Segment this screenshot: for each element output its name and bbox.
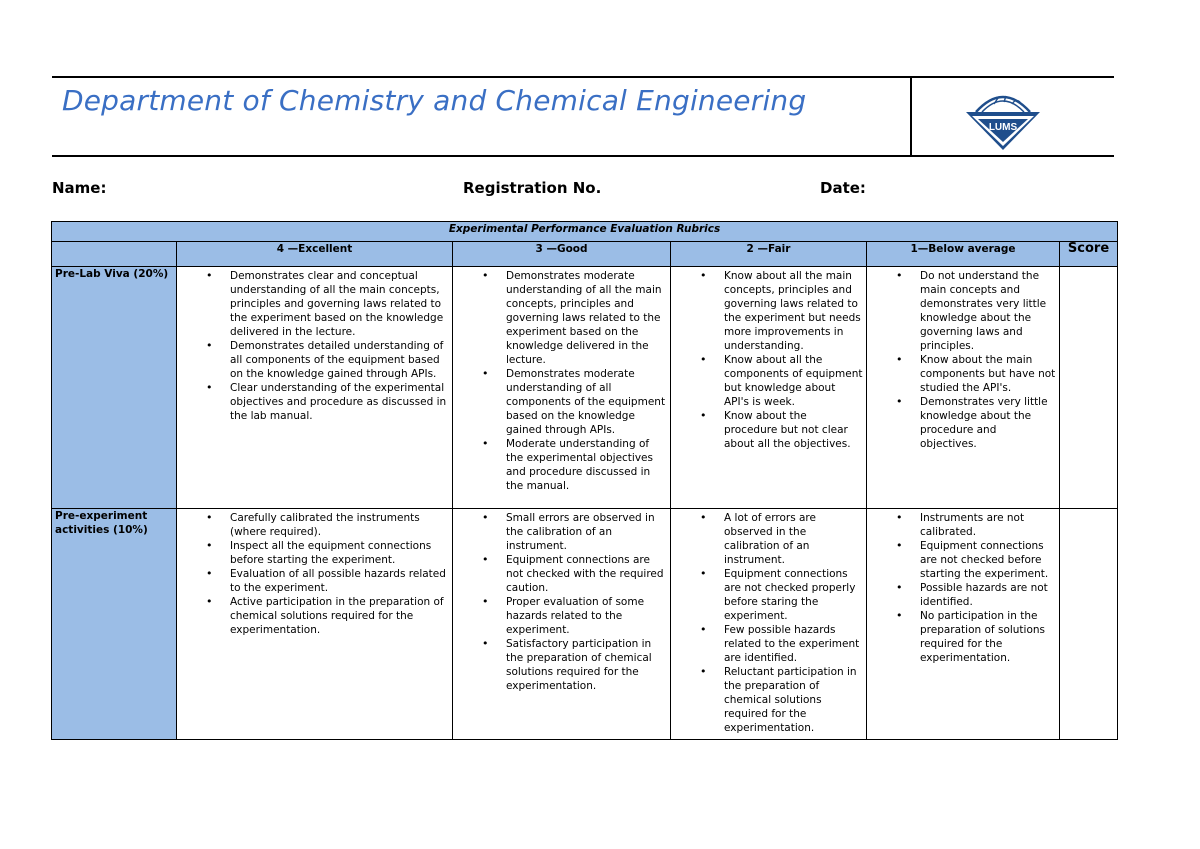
table-row bbox=[52, 267, 1118, 509]
table-row bbox=[52, 509, 1118, 740]
list-item: • A lot of errors are observed in the calibration of an instrument. bbox=[674, 511, 863, 567]
score-cell[interactable] bbox=[1060, 267, 1118, 509]
list-item: • Know about all the components of equipment but knowledge about API's is week. bbox=[674, 353, 863, 409]
date-label: Date: bbox=[820, 179, 866, 197]
list-item: • Carefully calibrated the instruments (where required). bbox=[180, 511, 449, 539]
registration-label: Registration No. bbox=[463, 179, 602, 197]
list-item: • Reluctant participation in the preparation of chemical solutions required for the experimentation. bbox=[674, 665, 863, 735]
list-item: • Know about all the main concepts, principles and governing laws related to the experiment but needs more improvements in understanding. bbox=[674, 269, 863, 353]
list-item: • Clear understanding of the experimental objectives and procedure as discussed in the lab manual. bbox=[180, 381, 449, 423]
below-cell bbox=[867, 509, 1060, 740]
list-item: • Know about the main components but have not studied the API's. bbox=[870, 353, 1056, 395]
rubric-table bbox=[51, 221, 1118, 740]
list-item: • Active participation in the preparation of chemical solutions required for the experimentation. bbox=[180, 595, 449, 637]
list-item: • Proper evaluation of some hazards related to the experiment. bbox=[456, 595, 667, 637]
list-item: • Demonstrates detailed understanding of all components of the equipment based on the knowledge gained through APIs. bbox=[180, 339, 449, 381]
below-cell bbox=[867, 267, 1060, 509]
excellent-cell bbox=[177, 509, 453, 740]
list-item: • Equipment connections are not checked properly before staring the experiment. bbox=[674, 567, 863, 623]
list-item: • Few possible hazards related to the experiment are identified. bbox=[674, 623, 863, 665]
list-item: • Know about the procedure but not clear about all the objectives. bbox=[674, 409, 863, 451]
col-excellent-header: 4 —Excellent bbox=[177, 242, 453, 267]
list-item: • Demonstrates moderate understanding of all components of the equipment based on the knowledge gained through APIs. bbox=[456, 367, 667, 437]
list-item: • Equipment connections are not checked with the required caution. bbox=[456, 553, 667, 595]
list-item: • Instruments are not calibrated. bbox=[870, 511, 1056, 539]
header-divider bbox=[910, 77, 912, 156]
list-item: • Inspect all the equipment connections before starting the experiment. bbox=[180, 539, 449, 567]
lums-logo bbox=[958, 84, 1048, 154]
criterion-cell: Pre-Lab Viva (20%) bbox=[52, 267, 177, 509]
list-item: • Moderate understanding of the experimental objectives and procedure discussed in the manual. bbox=[456, 437, 667, 493]
col-fair-header: 2 —Fair bbox=[671, 242, 867, 267]
rubric-title: Experimental Performance Evaluation Rubrics bbox=[52, 222, 1118, 242]
list-item: • Possible hazards are not identified. bbox=[870, 581, 1056, 609]
list-item: • Small errors are observed in the calibration of an instrument. bbox=[456, 511, 667, 553]
score-cell[interactable] bbox=[1060, 509, 1118, 740]
list-item: • Equipment connections are not checked before starting the experiment. bbox=[870, 539, 1056, 581]
list-item: • Demonstrates very little knowledge about the procedure and objectives. bbox=[870, 395, 1056, 451]
list-item: • Demonstrates clear and conceptual understanding of all the main concepts, principles and governing laws related to the experiment based on the knowledge delivered in the lecture. bbox=[180, 269, 449, 339]
list-item: • Satisfactory participation in the preparation of chemical solutions required for the experimentation. bbox=[456, 637, 667, 693]
name-label: Name: bbox=[52, 179, 107, 197]
excellent-cell bbox=[177, 267, 453, 509]
col-good-header: 3 —Good bbox=[453, 242, 671, 267]
logo-text: LUMS bbox=[988, 122, 1018, 133]
header-top-rule bbox=[52, 76, 1114, 78]
col-below-header: 1—Below average bbox=[867, 242, 1060, 267]
list-item: • Evaluation of all possible hazards related to the experiment. bbox=[180, 567, 449, 595]
criterion-cell: Pre-experiment activities (10%) bbox=[52, 509, 177, 740]
col-score-header: Score bbox=[1060, 242, 1118, 267]
good-cell bbox=[453, 267, 671, 509]
department-title: Department of Chemistry and Chemical Engineering bbox=[62, 84, 807, 117]
fair-cell bbox=[671, 509, 867, 740]
fair-cell bbox=[671, 267, 867, 509]
list-item: • Demonstrates moderate understanding of all the main concepts, principles and governing laws related to the experiment based on the knowledge delivered in the lecture. bbox=[456, 269, 667, 367]
rubric-header-row bbox=[52, 242, 1118, 267]
list-item: • Do not understand the main concepts and demonstrates very little knowledge about the governing laws and principles. bbox=[870, 269, 1056, 353]
list-item: • No participation in the preparation of solutions required for the experimentation. bbox=[870, 609, 1056, 665]
header-bottom-rule bbox=[52, 155, 1114, 157]
good-cell bbox=[453, 509, 671, 740]
criterion-header bbox=[52, 242, 177, 267]
